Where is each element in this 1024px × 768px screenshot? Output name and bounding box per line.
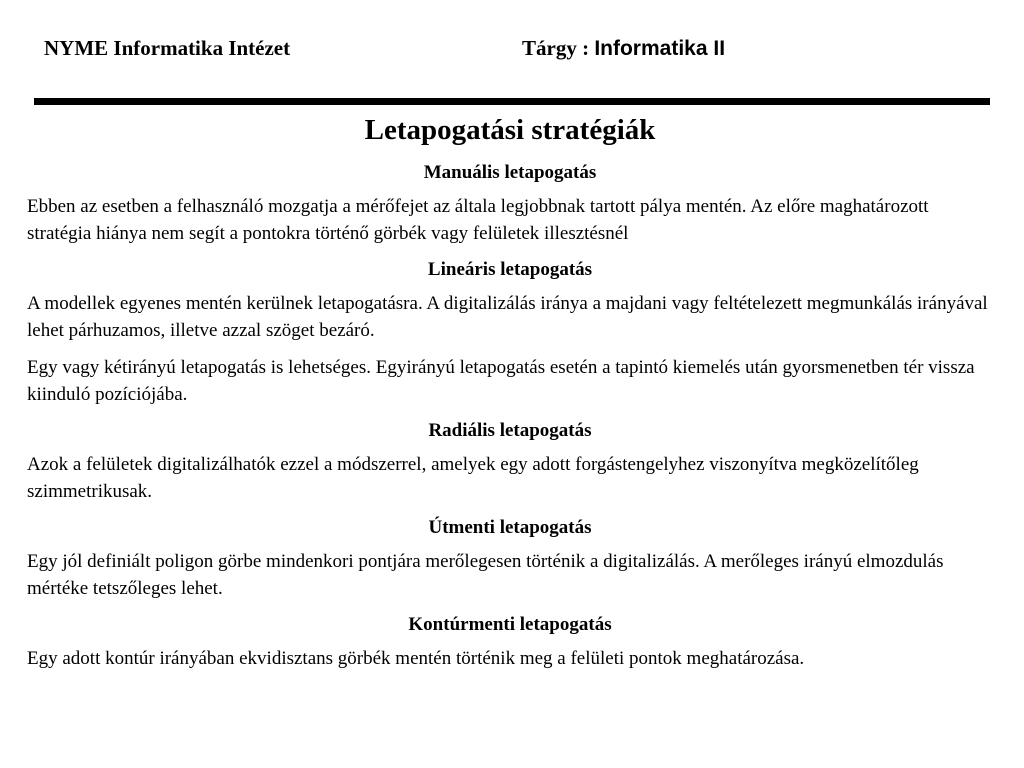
section-heading-manual: Manuális letapogatás <box>423 162 597 183</box>
paragraph-linear-1: A modellek egyenes mentén kerülnek letapogatásra. A digitalizálás iránya a majdani vagy feltételezett megmunkálás irányával lehet párhuzamos, illetve azzal szöget bezáró. <box>27 293 988 341</box>
subject-name: Informatika II <box>594 37 726 60</box>
subject-header <box>522 35 725 62</box>
paragraph-manual: Ebben az esetben a felhasználó mozgatja a mérőfejet az általa legjobbnak tartott pálya mentén. Az előre maghatározott stratégia hiánya nem segít a pontokra történő görbék vagy felületek illesztésnél <box>27 196 929 244</box>
section-heading-radial: Radiális letapogatás <box>428 420 592 441</box>
section-heading-contour: Kontúrmenti letapogatás <box>408 614 612 635</box>
paragraph-path: Egy jól definiált poligon görbe mindenkori pontjára merőlegesen történik a digitalizálás. A merőleges irányú elmozdulás mértéke tetszőleges lehet. <box>27 551 944 599</box>
institute-name: NYME Informatika Intézet <box>44 36 291 60</box>
subject-label: Tárgy : <box>522 36 590 60</box>
paragraph-linear-2: Egy vagy kétirányú letapogatás is lehetséges. Egyirányú letapogatás esetén a tapintó kiemelés után gyorsmenetben tér vissza kiinduló pozíciójába. <box>27 357 975 405</box>
page-title: Letapogatási stratégiák <box>364 114 656 146</box>
section-heading-path: Útmenti letapogatás <box>428 517 592 538</box>
paragraph-contour: Egy adott kontúr irányában ekvidisztans görbék mentén történik meg a felületi pontok meghatározása. <box>27 648 805 669</box>
section-heading-linear: Lineáris letapogatás <box>427 259 593 280</box>
paragraph-radial: Azok a felületek digitalizálhatók ezzel a módszerrel, amelyek egy adott forgástengelyhez viszonyítva megközelítőleg szimmetrikusak. <box>27 454 919 502</box>
slide-content <box>27 112 993 682</box>
header-divider <box>34 98 990 105</box>
